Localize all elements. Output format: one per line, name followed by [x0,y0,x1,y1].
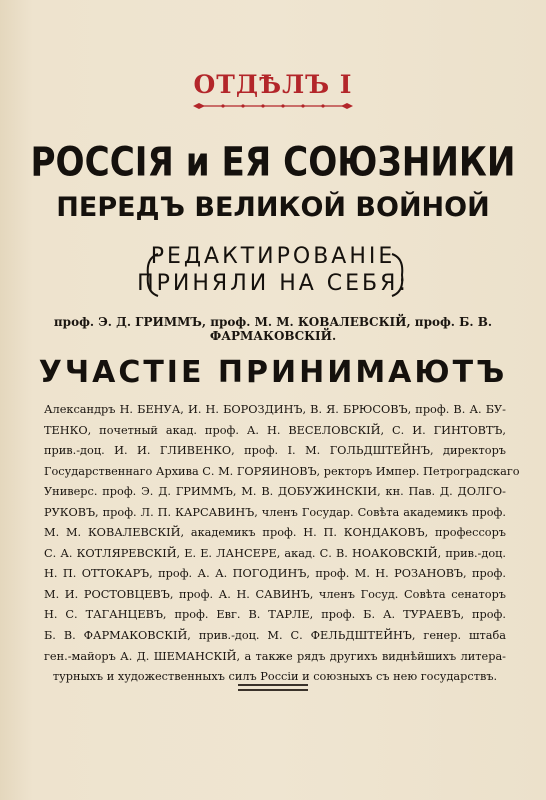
participants-line: ТЕНКО, почетный акад. проф. А. Н. ВЕСЕЛОВСКІЙ, С. И. ГИНТОВТЪ, [44,423,506,437]
participants-heading: УЧАСТІЕ ПРИНИМАЮТЪ [38,355,508,390]
editorship-line-2: ПРИНЯЛИ НА СЕБЯ: [137,271,409,296]
editorship-line-1: РЕДАКТИРОВАНІЕ [150,244,396,269]
right-brace-icon [388,252,408,298]
participants-line: прив.-доц. И. И. ГЛИВЕНКО, проф. І. М. ГОЛЬДШТЕЙНЪ, директоръ [44,444,506,458]
title-line-1: РОССІЯ и ЕЯ СОЮЗНИКИ [30,138,516,186]
participants-line: Б. В. ФАРМАКОВСКІЙ, прив.-доц. М. С. ФЕЛЬДШТЕЙНЪ, генер. штаба [44,629,506,643]
participants-line: Универс. проф. Э. Д. ГРИММЪ, М. В. ДОБУЖИНСКІИ, кн. Пав. Д. ДОЛГО- [44,485,506,499]
ornament-divider-icon [193,101,353,111]
participants-paragraph [44,400,520,688]
title-line-2: ПЕРЕДЪ ВЕЛИКОЙ ВОЙНОЙ [56,192,490,223]
left-brace-icon [142,252,162,298]
participants-line: М. М. КОВАЛЕВСКІЙ, академикъ проф. Н. П. КОНДАКОВЪ, профессоръ [44,526,506,540]
participants-line: Государственнаго Архива С. М. ГОРЯИНОВЪ, ректоръ Импер. Петроградскаго [44,464,520,478]
participants-line: ген.-майоръ А. Д. ШЕМАНСКІЙ, а также рядъ другихъ виднѣйшихъ литера- [44,649,506,663]
editors-list: проф. Э. Д. ГРИММЪ, проф. М. М. КОВАЛЕВСКІЙ, проф. Б. В. ФАРМАКОВСКІЙ. [53,315,493,343]
closing-rule-top [238,684,308,686]
department-heading: ОТДѢЛЪ I [193,70,353,99]
closing-rule-bottom [238,689,308,691]
participants-line: РУКОВЪ, проф. Л. П. КАРСАВИНЪ, членъ Государ. Совѣта академикъ проф. [44,505,506,519]
participants-line: М. И. РОСТОВЦЕВЪ, проф. А. Н. САВИНЪ, членъ Госуд. Совѣта сенаторъ [44,587,506,601]
participants-line: С. А. КОТЛЯРЕВСКІЙ, Е. Е. ЛАНСЕРЕ, акад. С. В. НОАКОВСКІЙ, прив.-доц. [44,546,506,560]
participants-line: Н. С. ТАГАНЦЕВЪ, проф. Евг. В. ТАРЛЕ, проф. Б. А. ТУРАЕВЪ, проф. [44,608,506,622]
participants-line: турныхъ и художественныхъ силъ Россіи и союзныхъ съ нею государствъ. [52,670,498,684]
participants-line: Н. П. ОТТОКАРЪ, проф. А. А. ПОГОДИНЪ, проф. М. Н. РОЗАНОВЪ, проф. [44,567,506,581]
participants-line: Александръ Н. БЕНУА, И. Н. БОРОЗДИНЪ, В. Я. БРЮСОВЪ, проф. В. А. БУ- [44,403,506,416]
